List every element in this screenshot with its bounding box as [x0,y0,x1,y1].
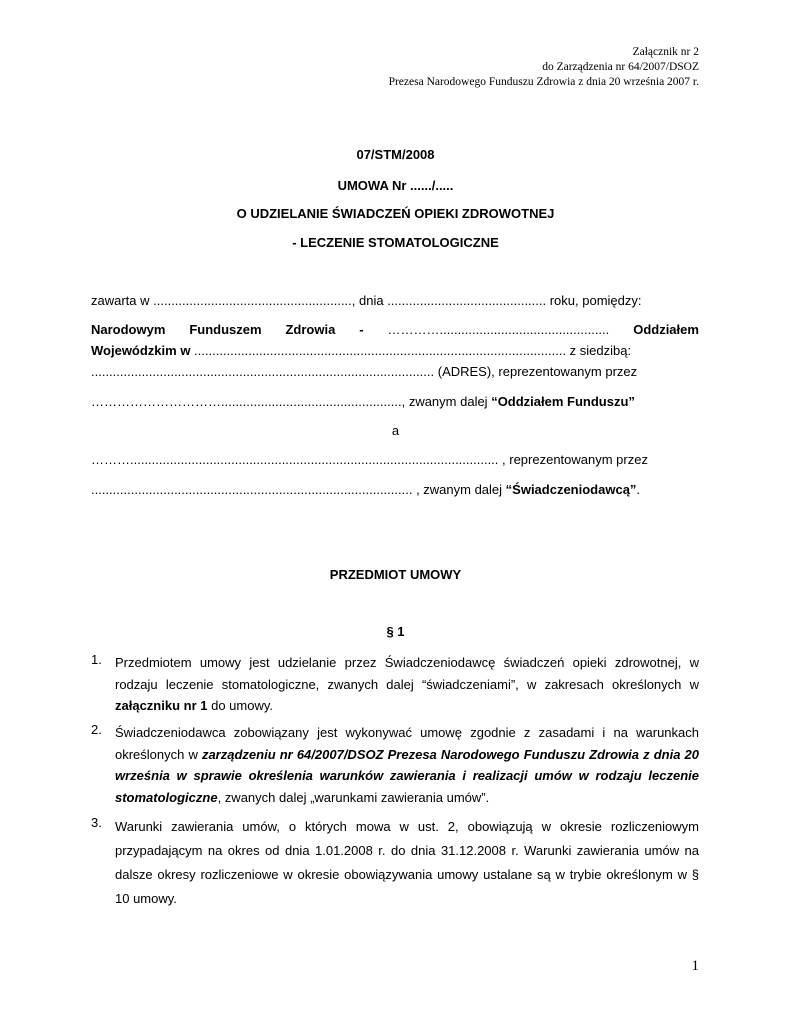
list-item [91,815,699,911]
paragraph-symbol: § 1 [386,624,405,639]
attachment-ordinance: do Zarządzenia nr 64/2007/DSOZ [542,61,699,73]
contract-subject: O UDZIELANIE ŚWIADCZEŃ OPIEKI ZDROWOTNEJ [236,206,555,221]
nfz-word-3: Zdrowia [285,322,336,337]
nfz-word-1: Narodowym [91,322,166,337]
list-item-text [115,652,699,717]
list-item-text [115,722,699,808]
wojewodzkim-label: Wojewódzkim w [91,343,191,358]
fund-line-prefix: ………………………….................................................., zwanym dalej [91,394,492,409]
item-1-text-part1: Przedmiotem umowy jest udzielanie przez Świadczeniodawcę świadczeń opieki zdrowotnej, w rodzaju leczenie stomatologiczne, zwanych dalej “świadczeniami”, w zakresach określonych w [115,655,699,692]
item-1-text-bold: załączniku nr 1 [115,698,208,713]
item-2-text-part1: Świadczeniodawca zobowiązany jest wykonywać umowę zgodnie z zasadami i na warunkach określonych w [115,725,699,762]
provider-line-1: ………...................................................................................................... , reprezentowanym przez [91,452,648,467]
nfz-word-4: - [359,322,364,337]
item-2-text-part2: , zwanych dalej „warunkami zawierania umów”. [217,789,490,805]
list-item-number: 3. [91,815,102,830]
section-heading: PRZEDMIOT UMOWY [329,567,462,582]
concluded-line: zawarta w ......................................................., dnia ............................................ roku, pomiędzy: [91,293,642,308]
list-item-number: 1. [91,652,102,667]
attachment-number: Załącznik nr 2 [632,46,699,58]
item-2-text-bold-italic: zarządzeniu nr 64/2007/DSOZ Prezesa Narodowego Funduszu Zdrowia z dnia 20 września w sprawie określenia warunków zawierania i realizacji umów w rodzaju leczenie stomatologiczne [115,746,699,805]
provider-line-2-suffix: . [636,482,641,497]
list-item-text: Warunki zawierania umów, o których mowa w ust. 2, obowiązują w okresie rozliczeniowym przypadającym na okres od dnia 1.01.2008 r. do dnia 31.12.2008 r. Warunki zawierania umów na dalsze okresy rozliczeniowe w okresie obowiązywania umowy ustalane są w trybie określonym w § 10 umowy. [115,819,699,906]
nfz-oddzialem: Oddziałem [633,322,699,337]
item-1-text-part2: do umowy. [207,698,273,713]
provider-line-2 [91,482,699,497]
wojewodzkim-dots: ....................................................................................................... z siedzibą: [190,343,632,358]
nfz-party-line [91,322,699,337]
contract-type: - LECZENIE STOMATOLOGICZNE [292,235,499,250]
fund-line-bold: “Oddziałem Funduszu” [491,394,635,409]
list-item-number: 2. [91,722,102,737]
list-item [91,652,699,717]
fund-line [91,394,699,409]
nfz-word-2: Funduszem [189,322,262,337]
address-line: ............................................................................................... (ADRES), reprezentowanym przez [91,364,638,379]
attachment-issuer: Prezesa Narodowego Funduszu Zdrowia z dnia 20 września 2007 r. [388,76,699,88]
provider-line-2-bold: “Świadczeniodawcą” [505,482,637,497]
wojewodzkim-line [91,343,699,358]
document-code: 07/STM/2008 [356,147,435,162]
conjunction-a: a [391,423,400,438]
nfz-dots: …………............................................... [387,322,610,337]
page-number: 1 [691,958,699,974]
header-attachment-note [389,45,699,90]
provider-line-2-prefix: ......................................................................................... , zwanym dalej [91,482,506,497]
contract-number: UMOWA Nr ....../..... [337,178,454,193]
list-item [91,722,699,808]
